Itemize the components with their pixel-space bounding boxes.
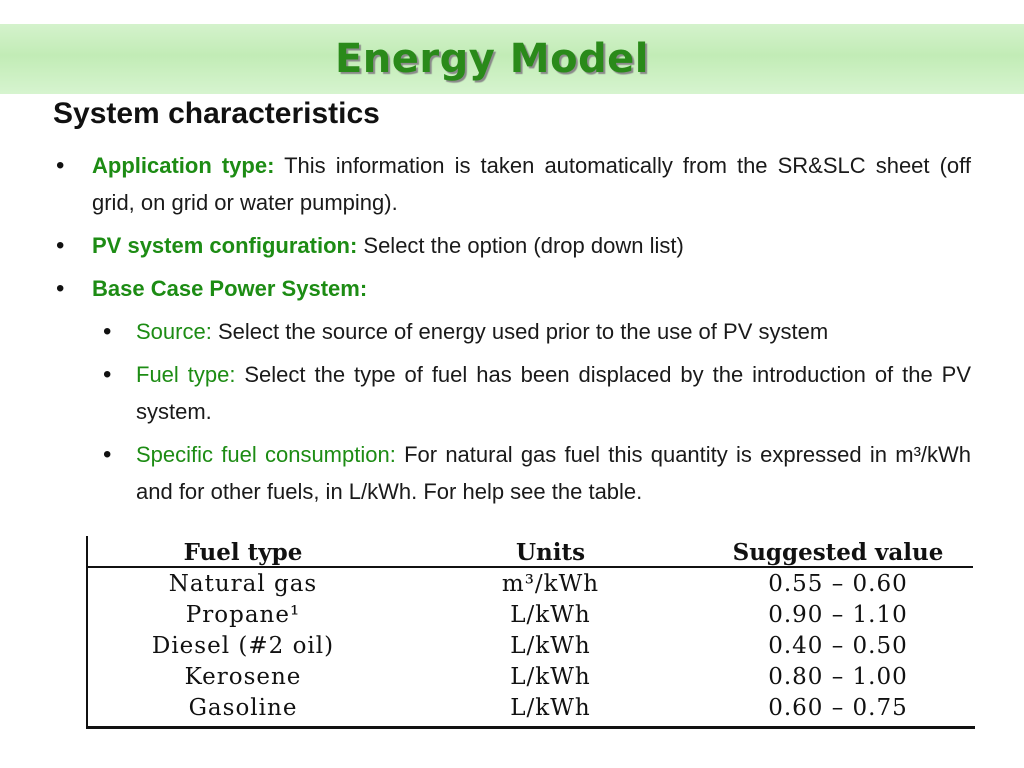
header-suggested-value: Suggested value — [703, 536, 973, 567]
cell-value: 0.55 – 0.60 — [768, 570, 908, 597]
cell-value: 0.40 – 0.50 — [768, 632, 908, 659]
subbullet-label: Specific fuel consumption: — [136, 442, 396, 467]
subbullet-text: Select the source of energy used prior to the use of PV system — [211, 319, 829, 344]
cell-fuel: Propane¹ — [185, 601, 301, 628]
cell-units: m³/kWh — [501, 570, 600, 597]
table-row — [88, 661, 973, 692]
bullet-pv-configuration — [53, 227, 971, 264]
table-row — [88, 630, 973, 661]
cell-fuel: Natural gas — [168, 570, 318, 597]
subbullet-source — [53, 313, 971, 350]
cell-value: 0.60 – 0.75 — [768, 694, 908, 721]
bullet-label: Application type: — [92, 153, 275, 178]
subbullet-label: Source: — [136, 319, 212, 344]
slide-title: Energy Model — [334, 36, 650, 82]
cell-units: L/kWh — [510, 694, 591, 721]
cell-fuel: Kerosene — [184, 663, 302, 690]
subbullet-specific-fuel — [53, 436, 971, 510]
cell-fuel: Diesel (#2 oil) — [151, 632, 335, 659]
cell-units: L/kWh — [510, 601, 591, 628]
cell-value: 0.80 – 1.00 — [768, 663, 908, 690]
cell-fuel: Gasoline — [188, 694, 298, 721]
header-fuel-type: Fuel type — [88, 536, 398, 567]
bullet-application-type — [53, 147, 971, 221]
table-row — [88, 567, 973, 599]
bullet-base-case — [53, 270, 971, 307]
subbullet-dot-icon: • — [103, 361, 112, 388]
section-heading: System characteristics — [53, 97, 380, 130]
subbullet-text: For natural gas fuel this quantity is expressed in m³/kWh and for other fuels, in L/kWh. For help see the table. — [136, 442, 972, 504]
cell-units: L/kWh — [510, 632, 591, 659]
bullet-label: PV system configuration: — [92, 233, 358, 258]
bullet-label: Base Case Power System: — [92, 276, 368, 301]
subbullet-dot-icon: • — [103, 318, 112, 345]
subbullet-text: Select the type of fuel has been displaced by the introduction of the PV system. — [136, 362, 971, 424]
subbullet-fuel-type — [53, 356, 971, 430]
cell-value: 0.90 – 1.10 — [768, 601, 908, 628]
fuel-table — [88, 536, 973, 723]
bullet-list — [53, 147, 971, 516]
cell-units: L/kWh — [510, 663, 591, 690]
table-header-row — [88, 536, 973, 567]
bullet-dot-icon: • — [56, 232, 65, 259]
subbullet-dot-icon: • — [103, 441, 112, 468]
bullet-dot-icon: • — [56, 152, 65, 179]
table-row — [88, 599, 973, 630]
table-row — [88, 692, 973, 723]
header-units: Units — [398, 536, 703, 567]
bullet-text: Select the option (drop down list) — [357, 233, 684, 258]
bullet-text: This information is taken automatically from the SR&SLC sheet (off grid, on grid or water pumping). — [92, 153, 971, 215]
subbullet-label: Fuel type: — [136, 362, 236, 387]
bullet-dot-icon: • — [56, 275, 65, 302]
fuel-table-frame — [86, 536, 975, 729]
